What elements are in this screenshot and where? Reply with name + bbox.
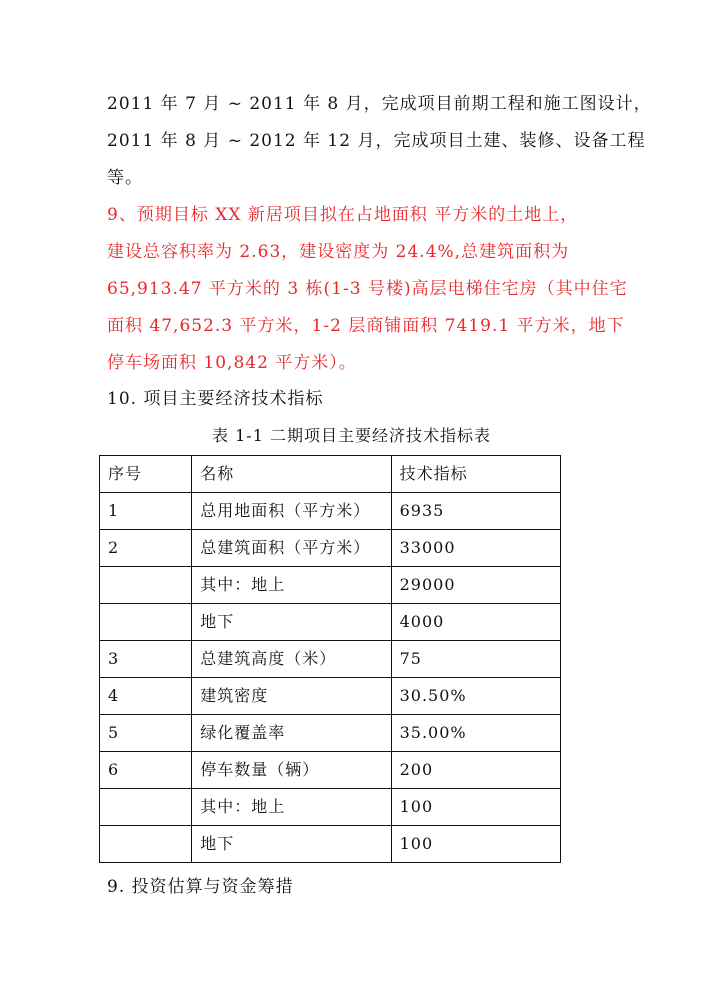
goal-line-1: 9、预期目标 XX 新居项目拟在占地面积 平方米的土地上， bbox=[107, 205, 579, 225]
goal-line-4: 面积 47,652.3 平方米，1-2 层商铺面积 7419.1 平方米，地下 bbox=[107, 316, 625, 336]
row-index: 4 bbox=[100, 678, 192, 715]
table-caption: 表 1-1 二期项目主要经济技术指标表 bbox=[212, 426, 491, 445]
goal-line-5: 停车场面积 10,842 平方米）。 bbox=[107, 353, 357, 373]
row-value: 29000 bbox=[391, 567, 560, 604]
row-name: 总建筑高度（米） bbox=[192, 641, 391, 678]
header-value: 技术指标 bbox=[391, 456, 560, 493]
row-name: 地下 bbox=[192, 604, 391, 641]
row-index bbox=[100, 789, 192, 826]
row-index: 1 bbox=[100, 493, 192, 530]
row-value: 200 bbox=[391, 752, 560, 789]
row-value: 6935 bbox=[391, 493, 560, 530]
row-index bbox=[100, 826, 192, 863]
section-9-heading: 9. 投资估算与资金筹措 bbox=[107, 877, 294, 897]
row-index bbox=[100, 567, 192, 604]
spec-table bbox=[99, 455, 561, 863]
row-index bbox=[100, 604, 192, 641]
row-name: 绿化覆盖率 bbox=[192, 715, 391, 752]
table-row bbox=[100, 715, 561, 752]
goal-line-2: 建设总容积率为 2.63，建设密度为 24.4%,总建筑面积为 bbox=[107, 242, 570, 262]
header-index: 序号 bbox=[100, 456, 192, 493]
row-name: 总建筑面积（平方米） bbox=[192, 530, 391, 567]
row-value: 75 bbox=[391, 641, 560, 678]
row-value: 30.50% bbox=[391, 678, 560, 715]
row-value: 100 bbox=[391, 826, 560, 863]
schedule-line-1: 2011 年 7 月 ~ 2011 年 8 月，完成项目前期工程和施工图设计， bbox=[107, 94, 652, 114]
table-row bbox=[100, 641, 561, 678]
table-row bbox=[100, 752, 561, 789]
row-index: 3 bbox=[100, 641, 192, 678]
section-10-heading: 10. 项目主要经济技术指标 bbox=[107, 389, 324, 409]
schedule-line-2: 2011 年 8 月 ~ 2012 年 12 月，完成项目土建、装修、设备工程 bbox=[107, 131, 646, 151]
row-value: 35.00% bbox=[391, 715, 560, 752]
table-row bbox=[100, 789, 561, 826]
row-index: 2 bbox=[100, 530, 192, 567]
row-index: 6 bbox=[100, 752, 192, 789]
row-value: 4000 bbox=[391, 604, 560, 641]
header-name: 名称 bbox=[192, 456, 391, 493]
row-name: 建筑密度 bbox=[192, 678, 391, 715]
row-name: 地下 bbox=[192, 826, 391, 863]
row-value: 33000 bbox=[391, 530, 560, 567]
row-name: 其中：地上 bbox=[192, 789, 391, 826]
row-name: 停车数量（辆） bbox=[192, 752, 391, 789]
table-row bbox=[100, 678, 561, 715]
row-name: 总用地面积（平方米） bbox=[192, 493, 391, 530]
table-header-row bbox=[100, 456, 561, 493]
table-row bbox=[100, 826, 561, 863]
schedule-line-3: 等。 bbox=[107, 168, 143, 188]
table-row bbox=[100, 493, 561, 530]
table-row bbox=[100, 604, 561, 641]
table-row bbox=[100, 530, 561, 567]
goal-line-3: 65,913.47 平方米的 3 栋(1-3 号楼)高层电梯住宅房（其中住宅 bbox=[107, 279, 628, 299]
row-name: 其中：地上 bbox=[192, 567, 391, 604]
row-index: 5 bbox=[100, 715, 192, 752]
row-value: 100 bbox=[391, 789, 560, 826]
table-row bbox=[100, 567, 561, 604]
